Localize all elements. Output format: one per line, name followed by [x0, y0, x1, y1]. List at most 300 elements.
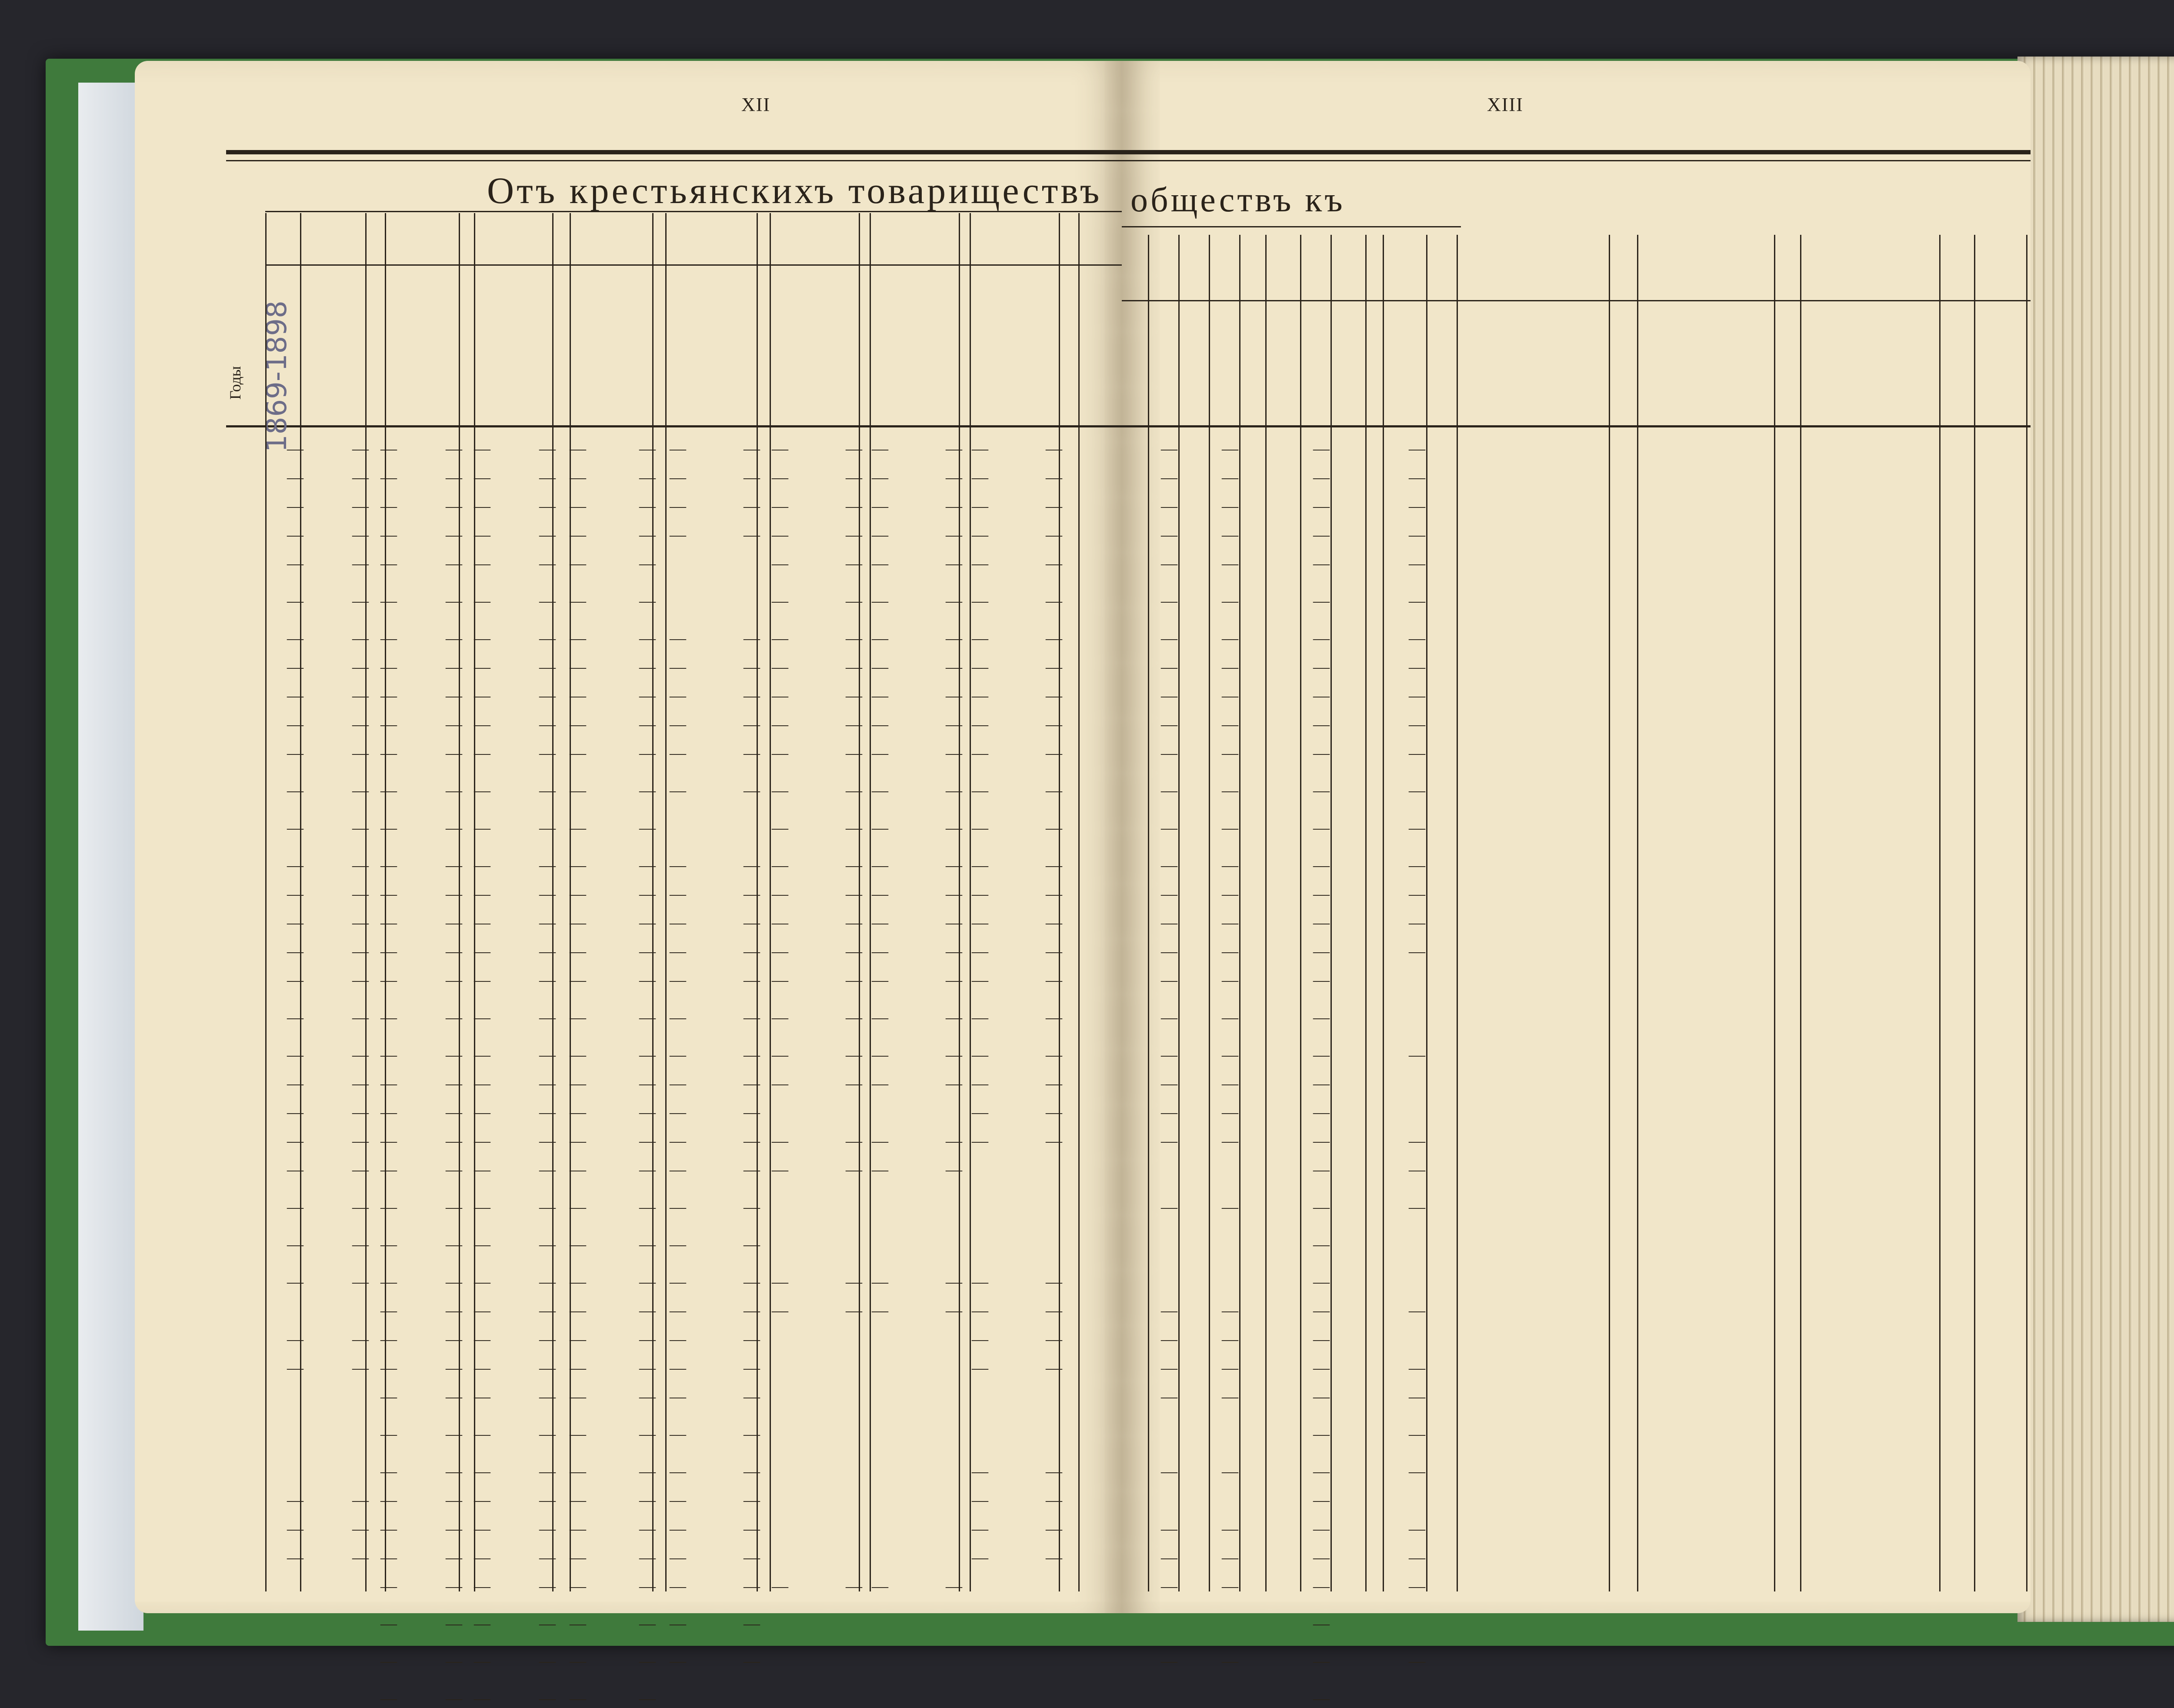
empty-cell-dash: —: [639, 1520, 656, 1538]
empty-cell-dash: —: [1046, 658, 1062, 676]
empty-cell-dash: —: [639, 971, 656, 989]
empty-cell-dash: —: [670, 1273, 686, 1291]
empty-cell-dash: —: [570, 1235, 586, 1254]
empty-cell-dash: —: [1161, 1103, 1177, 1121]
empty-cell-dash: —: [772, 1046, 788, 1064]
empty-cell-dash: —: [670, 468, 686, 487]
empty-cell-dash: —: [744, 1046, 760, 1064]
empty-cell-dash: —: [380, 1425, 397, 1443]
empty-cell-dash: —: [380, 744, 397, 762]
empty-cell-dash: —: [1222, 971, 1238, 989]
empty-cell-dash: —: [539, 1359, 556, 1377]
empty-cell-dash: —: [380, 1577, 397, 1595]
empty-cell-dash: —: [1222, 629, 1238, 647]
empty-cell-dash: —: [1313, 1548, 1330, 1567]
empty-cell-dash: —: [846, 592, 862, 610]
empty-cell-dash: —: [946, 468, 962, 487]
empty-cell-dash: —: [972, 1301, 988, 1320]
empty-cell-dash: —: [872, 1074, 888, 1093]
empty-cell-dash: —: [1161, 942, 1177, 961]
empty-cell-dash: —: [380, 1103, 397, 1121]
empty-cell-dash: —: [744, 440, 760, 458]
column-subheader: [1004, 274, 1066, 417]
empty-cell-dash: —: [570, 971, 586, 989]
empty-cell-dash: —: [972, 715, 988, 734]
banner-rule: [265, 211, 1122, 212]
empty-cell-dash: —: [639, 1046, 656, 1064]
empty-cell-dash: —: [1313, 1198, 1330, 1216]
empty-cell-dash: —: [846, 629, 862, 647]
empty-cell-dash: —: [1222, 658, 1238, 676]
empty-cell-dash: —: [474, 971, 490, 989]
empty-cell-dash: —: [446, 658, 462, 676]
empty-cell-dash: —: [639, 658, 656, 676]
empty-cell-dash: —: [380, 1161, 397, 1179]
column-rule: [1078, 213, 1080, 1591]
empty-cell-dash: —: [639, 744, 656, 762]
empty-cell-dash: —: [846, 819, 862, 837]
empty-cell-dash: —: [772, 942, 788, 961]
empty-cell-dash: —: [446, 1425, 462, 1443]
column-subheader: [417, 274, 470, 417]
empty-cell-dash: —: [1161, 497, 1177, 515]
empty-cell-dash: —: [1046, 440, 1062, 458]
empty-cell-dash: —: [670, 440, 686, 458]
empty-cell-dash: —: [1046, 1548, 1062, 1567]
empty-cell-dash: —: [380, 1491, 397, 1509]
empty-cell-dash: —: [352, 1198, 369, 1216]
empty-cell-dash: —: [352, 914, 369, 932]
empty-cell-dash: —: [570, 1103, 586, 1121]
column-rule: [1178, 235, 1180, 1591]
empty-cell-dash: —: [872, 942, 888, 961]
empty-cell-dash: —: [872, 1132, 888, 1150]
empty-cell-dash: —: [670, 1103, 686, 1121]
empty-cell-dash: —: [744, 1359, 760, 1377]
empty-cell-dash: —: [639, 1198, 656, 1216]
empty-cell-dash: —: [352, 885, 369, 903]
empty-cell-dash: —: [1222, 1330, 1238, 1348]
empty-cell-dash: —: [946, 592, 962, 610]
empty-cell-dash: —: [380, 715, 397, 734]
empty-cell-dash: —: [352, 1235, 369, 1254]
empty-cell-dash: —: [670, 1235, 686, 1254]
empty-cell-dash: —: [539, 1425, 556, 1443]
empty-cell-dash: —: [1313, 715, 1330, 734]
empty-cell-dash: —: [639, 1388, 656, 1406]
empty-cell-dash: —: [570, 1046, 586, 1064]
empty-cell-dash: —: [1161, 914, 1177, 932]
empty-cell-dash: —: [287, 885, 303, 903]
empty-cell-dash: —: [474, 526, 490, 544]
empty-cell-dash: —: [1409, 687, 1425, 705]
empty-cell-dash: —: [474, 1074, 490, 1093]
column-subheader: [904, 274, 966, 417]
empty-cell-dash: —: [1046, 885, 1062, 903]
empty-cell-dash: —: [539, 1520, 556, 1538]
page-edges-left: [78, 83, 143, 1631]
empty-cell-dash: —: [380, 497, 397, 515]
empty-cell-dash: —: [380, 1615, 397, 1633]
empty-cell-dash: —: [1222, 1652, 1238, 1670]
empty-cell-dash: —: [446, 1008, 462, 1027]
empty-cell-dash: —: [772, 715, 788, 734]
empty-cell-dash: —: [744, 1520, 760, 1538]
empty-cell-dash: —: [946, 440, 962, 458]
empty-cell-dash: —: [744, 468, 760, 487]
empty-cell-dash: —: [670, 885, 686, 903]
empty-cell-dash: —: [474, 554, 490, 573]
empty-cell-dash: —: [1161, 1132, 1177, 1150]
empty-cell-dash: —: [1046, 856, 1062, 874]
empty-cell-dash: —: [1046, 1103, 1062, 1121]
empty-cell-dash: —: [474, 1273, 490, 1291]
empty-cell-dash: —: [1161, 1074, 1177, 1093]
empty-cell-dash: —: [1313, 856, 1330, 874]
empty-cell-dash: —: [1046, 781, 1062, 800]
empty-cell-dash: —: [474, 1689, 490, 1708]
column-subheader: [573, 274, 597, 417]
empty-cell-dash: —: [1222, 1577, 1238, 1595]
empty-cell-dash: —: [1313, 1388, 1330, 1406]
empty-cell-dash: —: [539, 1132, 556, 1150]
empty-cell-dash: —: [972, 971, 988, 989]
empty-cell-dash: —: [772, 856, 788, 874]
empty-cell-dash: —: [539, 1103, 556, 1121]
empty-cell-dash: —: [1161, 744, 1177, 762]
empty-cell-dash: —: [846, 1161, 862, 1179]
empty-cell-dash: —: [380, 1273, 397, 1291]
empty-cell-dash: —: [539, 1652, 556, 1670]
empty-cell-dash: —: [570, 1388, 586, 1406]
empty-cell-dash: —: [846, 971, 862, 989]
empty-cell-dash: —: [1313, 592, 1330, 610]
column-rule: [665, 213, 667, 1591]
empty-cell-dash: —: [570, 1462, 586, 1481]
empty-cell-dash: —: [872, 497, 888, 515]
empty-cell-dash: —: [287, 1198, 303, 1216]
empty-cell-dash: —: [474, 1548, 490, 1567]
empty-cell-dash: —: [380, 942, 397, 961]
empty-cell-dash: —: [1409, 1548, 1425, 1567]
empty-cell-dash: —: [946, 885, 962, 903]
empty-cell-dash: —: [846, 1273, 862, 1291]
empty-cell-dash: —: [380, 468, 397, 487]
empty-cell-dash: —: [639, 781, 656, 800]
empty-cell-dash: —: [1161, 554, 1177, 573]
empty-cell-dash: —: [352, 1132, 369, 1150]
empty-cell-dash: —: [670, 1520, 686, 1538]
empty-cell-dash: —: [380, 592, 397, 610]
empty-cell-dash: —: [570, 1008, 586, 1027]
empty-cell-dash: —: [1046, 687, 1062, 705]
empty-cell-dash: —: [539, 1198, 556, 1216]
empty-cell-dash: —: [972, 1103, 988, 1121]
empty-cell-dash: —: [287, 1273, 303, 1291]
empty-cell-dash: —: [744, 1301, 760, 1320]
empty-cell-dash: —: [1313, 1330, 1330, 1348]
empty-cell-dash: —: [1161, 1652, 1177, 1670]
empty-cell-dash: —: [670, 526, 686, 544]
empty-cell-dash: —: [670, 1074, 686, 1093]
empty-cell-dash: —: [670, 942, 686, 961]
empty-cell-dash: —: [1161, 971, 1177, 989]
empty-cell-dash: —: [744, 1198, 760, 1216]
empty-cell-dash: —: [380, 1548, 397, 1567]
empty-cell-dash: —: [570, 658, 586, 676]
empty-cell-dash: —: [872, 658, 888, 676]
empty-cell-dash: —: [670, 781, 686, 800]
empty-cell-dash: —: [1313, 1462, 1330, 1481]
empty-cell-dash: —: [474, 856, 490, 874]
empty-cell-dash: —: [287, 440, 303, 458]
empty-cell-dash: —: [474, 1388, 490, 1406]
empty-cell-dash: —: [946, 971, 962, 989]
empty-cell-dash: —: [1046, 1491, 1062, 1509]
empty-cell-dash: —: [872, 440, 888, 458]
empty-cell-dash: —: [352, 1046, 369, 1064]
empty-cell-dash: —: [1222, 1103, 1238, 1121]
empty-cell-dash: —: [872, 1577, 888, 1595]
empty-cell-dash: —: [1409, 1652, 1425, 1670]
empty-cell-dash: —: [1313, 1161, 1330, 1179]
empty-cell-dash: —: [539, 1046, 556, 1064]
empty-cell-dash: —: [946, 914, 962, 932]
empty-cell-dash: —: [946, 658, 962, 676]
empty-cell-dash: —: [570, 1301, 586, 1320]
empty-cell-dash: —: [570, 819, 586, 837]
empty-cell-dash: —: [446, 1652, 462, 1670]
empty-cell-dash: —: [972, 468, 988, 487]
empty-cell-dash: —: [772, 1008, 788, 1027]
empty-cell-dash: —: [1046, 1301, 1062, 1320]
empty-cell-dash: —: [846, 1008, 862, 1027]
year-header: Годы: [227, 366, 244, 400]
empty-cell-dash: —: [446, 914, 462, 932]
column-rule: [1800, 235, 1801, 1591]
empty-cell-dash: —: [639, 526, 656, 544]
empty-cell-dash: —: [872, 1301, 888, 1320]
empty-cell-dash: —: [1222, 592, 1238, 610]
empty-cell-dash: —: [380, 1235, 397, 1254]
empty-cell-dash: —: [570, 592, 586, 610]
empty-cell-dash: —: [446, 1301, 462, 1320]
table-banner-right: обществъ къ: [1130, 181, 1345, 219]
empty-cell-dash: —: [639, 1103, 656, 1121]
empty-cell-dash: —: [287, 1132, 303, 1150]
empty-cell-dash: —: [1161, 715, 1177, 734]
empty-cell-dash: —: [1409, 1161, 1425, 1179]
empty-cell-dash: —: [287, 942, 303, 961]
empty-cell-dash: —: [446, 1520, 462, 1538]
column-subheader: [604, 274, 662, 417]
empty-cell-dash: —: [972, 856, 988, 874]
column-rule: [1300, 235, 1301, 1591]
empty-cell-dash: —: [1222, 744, 1238, 762]
empty-cell-dash: —: [1046, 497, 1062, 515]
empty-cell-dash: —: [846, 885, 862, 903]
empty-cell-dash: —: [352, 819, 369, 837]
empty-cell-dash: —: [972, 658, 988, 676]
empty-cell-dash: —: [570, 687, 586, 705]
empty-cell-dash: —: [946, 1008, 962, 1027]
empty-cell-dash: —: [972, 1548, 988, 1567]
empty-cell-dash: —: [772, 1273, 788, 1291]
empty-cell-dash: —: [1409, 497, 1425, 515]
empty-cell-dash: —: [539, 687, 556, 705]
empty-cell-dash: —: [1161, 781, 1177, 800]
empty-cell-dash: —: [972, 1359, 988, 1377]
empty-cell-dash: —: [846, 497, 862, 515]
empty-cell-dash: —: [539, 781, 556, 800]
empty-cell-dash: —: [1161, 1008, 1177, 1027]
empty-cell-dash: —: [1409, 942, 1425, 961]
empty-cell-dash: —: [1313, 658, 1330, 676]
empty-cell-dash: —: [446, 1132, 462, 1150]
empty-cell-dash: —: [872, 856, 888, 874]
empty-cell-dash: —: [539, 497, 556, 515]
column-subheader: [669, 274, 692, 417]
empty-cell-dash: —: [1409, 526, 1425, 544]
empty-cell-dash: —: [474, 687, 490, 705]
empty-cell-dash: —: [1409, 440, 1425, 458]
empty-cell-dash: —: [872, 1008, 888, 1027]
empty-cell-dash: —: [539, 856, 556, 874]
empty-cell-dash: —: [639, 1577, 656, 1595]
empty-cell-dash: —: [570, 1359, 586, 1377]
empty-cell-dash: —: [1409, 1046, 1425, 1064]
empty-cell-dash: —: [946, 1161, 962, 1179]
empty-cell-dash: —: [570, 1273, 586, 1291]
page-edges-right: [2017, 57, 2174, 1622]
empty-cell-dash: —: [972, 942, 988, 961]
empty-cell-dash: —: [972, 687, 988, 705]
empty-cell-dash: —: [352, 1273, 369, 1291]
empty-cell-dash: —: [744, 1235, 760, 1254]
empty-cell-dash: —: [1313, 687, 1330, 705]
empty-cell-dash: —: [287, 687, 303, 705]
empty-cell-dash: —: [670, 1008, 686, 1027]
column-rule: [265, 213, 267, 1591]
empty-cell-dash: —: [972, 497, 988, 515]
empty-cell-dash: —: [380, 819, 397, 837]
empty-cell-dash: —: [380, 1520, 397, 1538]
empty-cell-dash: —: [670, 629, 686, 647]
empty-cell-dash: —: [1046, 1520, 1062, 1538]
empty-cell-dash: —: [946, 744, 962, 762]
empty-cell-dash: —: [474, 1615, 490, 1633]
empty-cell-dash: —: [446, 744, 462, 762]
empty-cell-dash: —: [380, 526, 397, 544]
empty-cell-dash: —: [1313, 1652, 1330, 1670]
empty-cell-dash: —: [446, 592, 462, 610]
column-subheader: [388, 274, 410, 417]
empty-cell-dash: —: [1313, 1235, 1330, 1254]
group-rule: [265, 264, 1122, 266]
empty-cell-dash: —: [352, 1359, 369, 1377]
empty-cell-dash: —: [744, 687, 760, 705]
empty-cell-dash: —: [539, 592, 556, 610]
column-rule: [1609, 235, 1610, 1591]
empty-cell-dash: —: [772, 1301, 788, 1320]
empty-cell-dash: —: [474, 1491, 490, 1509]
empty-cell-dash: —: [744, 526, 760, 544]
empty-cell-dash: —: [670, 1132, 686, 1150]
empty-cell-dash: —: [1313, 1103, 1330, 1121]
empty-cell-dash: —: [352, 1161, 369, 1179]
empty-cell-dash: —: [972, 440, 988, 458]
empty-cell-dash: —: [380, 1359, 397, 1377]
top-rule-right: [1122, 150, 2031, 154]
empty-cell-dash: —: [744, 1425, 760, 1443]
empty-cell-dash: —: [846, 526, 862, 544]
empty-cell-dash: —: [639, 468, 656, 487]
empty-cell-dash: —: [1161, 1301, 1177, 1320]
empty-cell-dash: —: [474, 468, 490, 487]
empty-cell-dash: —: [872, 554, 888, 573]
empty-cell-dash: —: [380, 1008, 397, 1027]
empty-cell-dash: —: [570, 914, 586, 932]
empty-cell-dash: —: [744, 856, 760, 874]
empty-cell-dash: —: [287, 1520, 303, 1538]
empty-cell-dash: —: [1313, 526, 1330, 544]
empty-cell-dash: —: [744, 781, 760, 800]
empty-cell-dash: —: [872, 914, 888, 932]
empty-cell-dash: —: [744, 1652, 760, 1670]
empty-cell-dash: —: [352, 497, 369, 515]
empty-cell-dash: —: [946, 1301, 962, 1320]
empty-cell-dash: —: [972, 592, 988, 610]
empty-cell-dash: —: [352, 942, 369, 961]
empty-cell-dash: —: [1409, 744, 1425, 762]
empty-cell-dash: —: [1409, 1520, 1425, 1538]
empty-cell-dash: —: [474, 592, 490, 610]
empty-cell-dash: —: [1046, 554, 1062, 573]
empty-cell-dash: —: [772, 592, 788, 610]
empty-cell-dash: —: [1222, 1132, 1238, 1150]
empty-cell-dash: —: [639, 554, 656, 573]
empty-cell-dash: —: [446, 971, 462, 989]
empty-cell-dash: —: [772, 819, 788, 837]
column-rule: [1330, 235, 1332, 1591]
empty-cell-dash: —: [846, 856, 862, 874]
empty-cell-dash: —: [639, 914, 656, 932]
empty-cell-dash: —: [846, 1074, 862, 1093]
empty-cell-dash: —: [287, 1359, 303, 1377]
empty-cell-dash: —: [539, 1577, 556, 1595]
empty-cell-dash: —: [670, 744, 686, 762]
empty-cell-dash: —: [670, 1388, 686, 1406]
empty-cell-dash: —: [1313, 1359, 1330, 1377]
empty-cell-dash: —: [772, 1577, 788, 1595]
empty-cell-dash: —: [474, 1103, 490, 1121]
column-rule: [1383, 235, 1384, 1591]
empty-cell-dash: —: [287, 1330, 303, 1348]
empty-cell-dash: —: [570, 1577, 586, 1595]
empty-cell-dash: —: [446, 440, 462, 458]
empty-cell-dash: —: [972, 629, 988, 647]
empty-cell-dash: —: [670, 1198, 686, 1216]
empty-cell-dash: —: [744, 744, 760, 762]
empty-cell-dash: —: [380, 1652, 397, 1670]
column-rule: [1239, 235, 1240, 1591]
top-rule-thin-right: [1122, 160, 2031, 161]
empty-cell-dash: —: [1046, 592, 1062, 610]
empty-cell-dash: —: [1409, 1388, 1425, 1406]
empty-cell-dash: —: [1313, 1046, 1330, 1064]
empty-cell-dash: —: [380, 687, 397, 705]
empty-cell-dash: —: [972, 1046, 988, 1064]
